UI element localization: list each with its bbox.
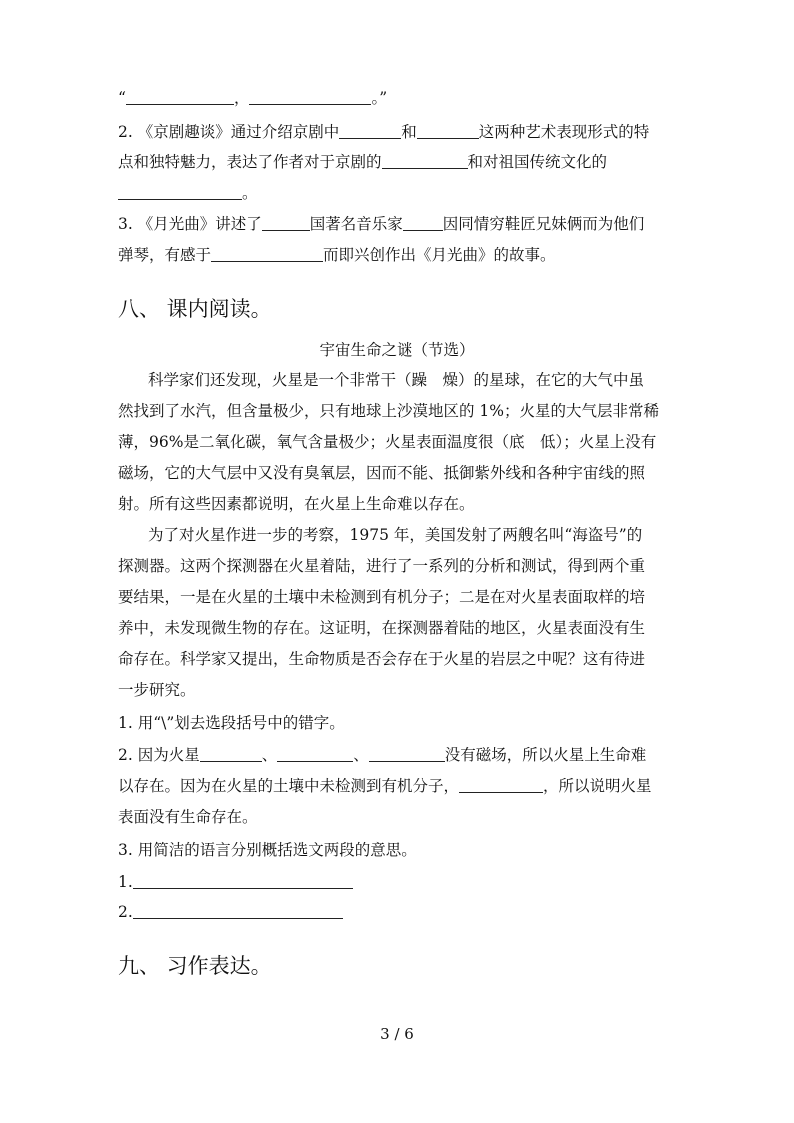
rq2-text-b: 没有磁场，所以火星上生命难 <box>444 746 647 764</box>
question-2-line-1 <box>118 122 684 142</box>
blank-q2-2[interactable] <box>417 122 479 139</box>
reading-question-3: 3. 用简洁的语言分别概括选文两段的意思。 <box>118 841 417 859</box>
rq2-sep-1: 、 <box>261 746 278 764</box>
q3-text-a: 3. 《月光曲》讲述了 <box>118 215 262 233</box>
passage-title: 宇宙生命之谜（节选） <box>319 341 475 359</box>
blank-rq2-2[interactable] <box>277 745 353 762</box>
reading-question-1: 1. 用“\”划去选段括号中的错字。 <box>118 714 345 732</box>
blank-2[interactable] <box>249 88 371 105</box>
question-3-line-1 <box>118 214 684 234</box>
answer-line-2 <box>118 902 684 922</box>
passage-p1-line-3: 薄，96%是二氧化碳，氧气含量极少；火星表面温度很（底 低）；火星上没有 <box>118 433 657 451</box>
comma: ， <box>233 89 250 107</box>
q2-text-e: 和对祖国传统文化的 <box>467 153 608 171</box>
q3-text-e: 而即兴创作出《月光曲》的故事。 <box>323 246 556 264</box>
q2-text-f: 。 <box>242 184 258 202</box>
blank-q2-1[interactable] <box>339 122 401 139</box>
answer-1-label: 1. <box>118 873 133 891</box>
passage-p1-line-5: 射。所有这些因素都说明，在火星上生命难以存在。 <box>118 495 475 513</box>
blank-q2-3[interactable] <box>382 152 468 169</box>
passage-p2-line-5: 命存在。科学家又提出，生命物质是否会存在于火星的岩层之中呢？这有待进 <box>118 650 646 668</box>
blank-q3-3[interactable] <box>211 245 323 262</box>
answer-2-blank[interactable] <box>133 902 343 919</box>
passage-p2-line-2: 探测器。这两个探测器在火星着陆，进行了一系列的分析和测试，得到两个重 <box>118 557 646 575</box>
reading-question-2-line-2 <box>118 776 684 796</box>
open-quote: “ <box>118 89 126 107</box>
answer-line-1 <box>118 872 684 892</box>
rq2-text-c: 以存在。因为在火星的土壤中未检测到有机分子， <box>118 777 460 795</box>
q2-text-b: 和 <box>401 123 417 141</box>
section-9-heading: 九、 习作表达。 <box>118 954 272 978</box>
q3-text-b: 国著名音乐家 <box>309 215 403 233</box>
passage-p2-line-6: 一步研究。 <box>118 681 196 699</box>
passage-p1-line-2: 然找到了水汽，但含量极少，只有地球上沙漠地区的 1%；火星的大气层非常稀 <box>118 402 660 420</box>
passage-p2-line-1: 为了对火星作进一步的考察，1975 年，美国发射了两艘名叫“海盗号”的 <box>148 526 643 544</box>
question-3-line-2 <box>118 245 684 265</box>
reading-question-2-line-3: 表面没有生命存在。 <box>118 808 258 826</box>
answer-2-label: 2. <box>118 903 133 921</box>
reading-question-2-line-1 <box>118 745 684 765</box>
fill-quote-line <box>118 88 684 108</box>
page-number: 3 / 6 <box>380 1025 414 1043</box>
q3-text-c: 因同情穷鞋匠兄妹俩而为他们 <box>442 215 645 233</box>
rq2-sep-2: 、 <box>353 746 369 764</box>
question-2-line-2 <box>118 152 684 172</box>
passage-p2-line-3: 要结果，一是在火星的土壤中未检测到有机分子；二是在对火星表面取样的培 <box>118 588 646 606</box>
rq2-text-d: ，所以说明火星 <box>543 777 652 795</box>
blank-rq2-1[interactable] <box>200 745 262 762</box>
section-8-heading: 八、 课内阅读。 <box>118 297 272 321</box>
answer-1-blank[interactable] <box>133 872 353 889</box>
q3-text-d: 弹琴，有感于 <box>118 246 212 264</box>
blank-q3-1[interactable] <box>262 214 310 231</box>
passage-p1-line-4: 磁场，它的大气层中又没有臭氧层，因而不能、抵御紫外线和各种宇宙线的照 <box>118 464 646 482</box>
blank-rq2-4[interactable] <box>459 776 543 793</box>
blank-q2-4[interactable] <box>118 183 242 200</box>
blank-rq2-3[interactable] <box>369 745 445 762</box>
passage-p2-line-4: 养中，未发现微生物的存在。这证明，在探测器着陆的地区，火星表面没有生 <box>118 619 646 637</box>
close-quote: 。” <box>371 89 388 107</box>
passage-p1-line-1: 科学家们还发现，火星是一个非常干（躁 燥）的星球，在它的大气中虽 <box>148 371 645 389</box>
question-2-line-3 <box>118 183 684 203</box>
q2-text-c: 这两种艺术表现形式的特 <box>478 123 650 141</box>
rq2-text-a: 2. 因为火星 <box>118 746 200 764</box>
blank-1[interactable] <box>126 88 234 105</box>
q2-text-d: 点和独特魅力，表达了作者对于京剧的 <box>118 153 382 171</box>
blank-q3-2[interactable] <box>403 214 443 231</box>
q2-text-a: 2. 《京剧趣谈》通过介绍京剧中 <box>118 123 340 141</box>
